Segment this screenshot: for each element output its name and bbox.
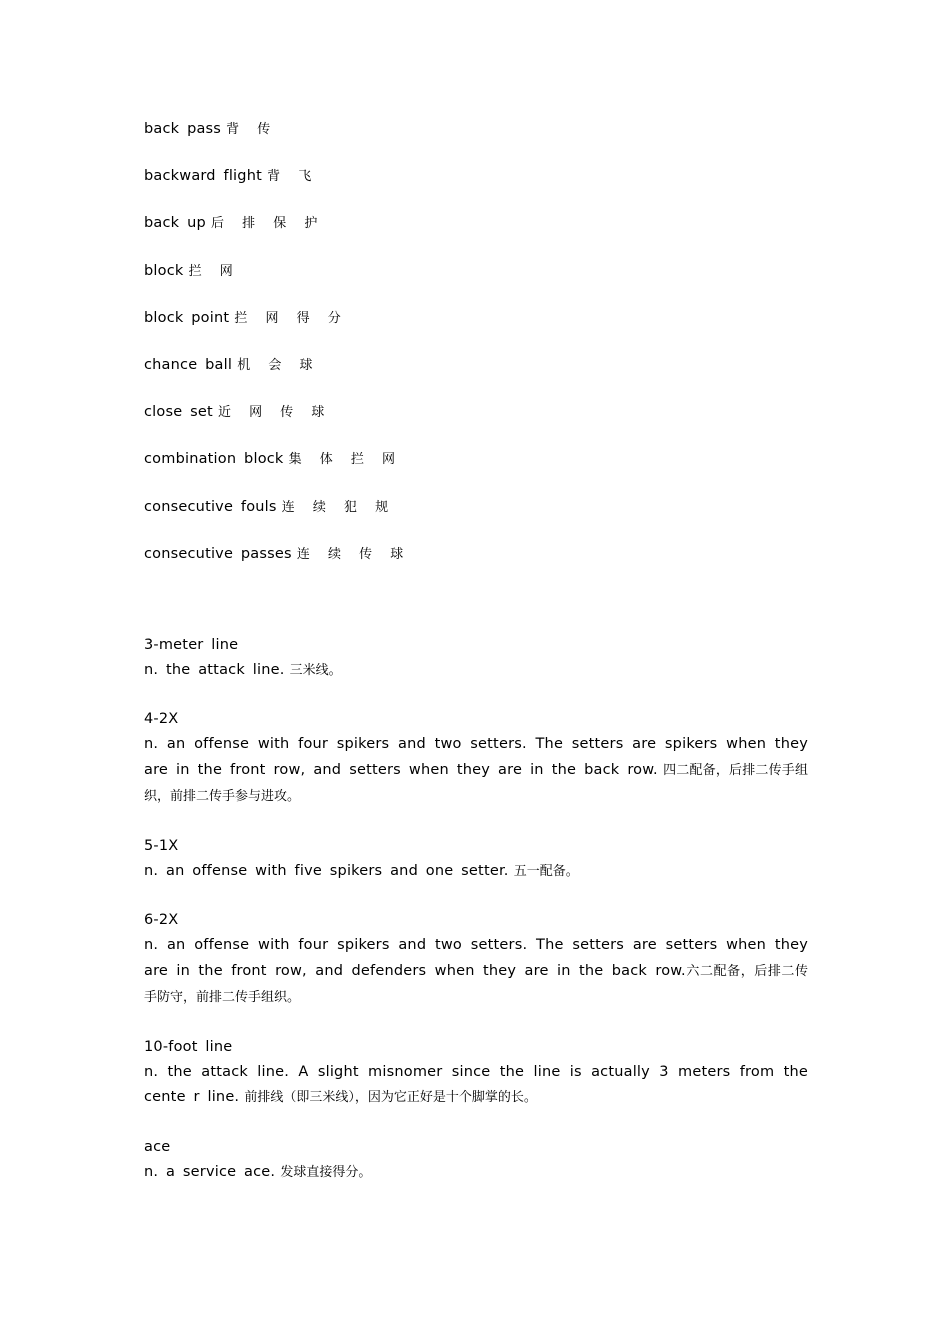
term-item bbox=[144, 258, 808, 305]
definition-english: n. an offense with four spikers and two setters. The setters are spikers when they are in the front row, and setters when they are in the back row. bbox=[144, 736, 808, 778]
glossary-definition bbox=[144, 932, 808, 1011]
term-item bbox=[144, 541, 808, 588]
term-english: backward flight bbox=[144, 168, 262, 185]
term-item bbox=[144, 305, 808, 352]
term-english: block point bbox=[144, 309, 230, 326]
document-page bbox=[144, 116, 808, 1209]
term-english: combination block bbox=[144, 451, 284, 468]
term-chinese: 拦 网 bbox=[188, 263, 240, 279]
glossary-term: 4-2X bbox=[144, 711, 179, 728]
term-item bbox=[144, 494, 808, 541]
definition-chinese: 三米线。 bbox=[289, 662, 342, 678]
glossary-entry bbox=[144, 1035, 808, 1111]
definition-chinese: 六二配备，后排二传手防守，前排二传手组织。 bbox=[144, 963, 808, 1006]
glossary-term: 5-1X bbox=[144, 837, 179, 854]
term-english: back pass bbox=[144, 121, 222, 137]
definition-chinese: 五一配备。 bbox=[513, 863, 579, 879]
term-chinese: 背 飞 bbox=[267, 169, 319, 185]
term-chinese: 连 续 传 球 bbox=[296, 546, 411, 562]
term-item bbox=[144, 210, 808, 257]
definition-english: n. the attack line. A slight misnomer since the line is actually 3 meters from the cente r line. bbox=[144, 1063, 808, 1106]
glossary-list bbox=[144, 633, 808, 1186]
glossary-entry bbox=[144, 834, 808, 885]
term-english: back up bbox=[144, 215, 206, 232]
term-english: close set bbox=[144, 404, 213, 421]
term-item bbox=[144, 399, 808, 446]
term-item bbox=[144, 116, 808, 163]
glossary-definition bbox=[144, 1159, 808, 1186]
glossary-term: 10-foot line bbox=[144, 1038, 233, 1055]
definition-english: n. an offense with five spikers and one setter. bbox=[144, 862, 509, 879]
term-chinese: 后 排 保 护 bbox=[210, 216, 325, 232]
glossary-entry bbox=[144, 908, 808, 1011]
glossary-definition bbox=[144, 731, 808, 810]
glossary-entry bbox=[144, 633, 808, 684]
term-chinese: 近 网 传 球 bbox=[218, 405, 332, 421]
term-chinese: 背 传 bbox=[226, 122, 278, 137]
glossary-term: 6-2X bbox=[144, 912, 179, 929]
glossary-term: ace bbox=[144, 1138, 171, 1155]
glossary-term: 3-meter line bbox=[144, 636, 239, 653]
term-english: consecutive fouls bbox=[144, 498, 277, 515]
definition-english: n. an offense with four spikers and two setters. The setters are setters when they are in the front row, and defenders when they are in the back row. bbox=[144, 937, 808, 979]
term-item bbox=[144, 446, 808, 493]
term-chinese: 连 续 犯 规 bbox=[281, 499, 396, 515]
term-english: block bbox=[144, 262, 184, 279]
term-list bbox=[144, 116, 808, 588]
term-english: consecutive passes bbox=[144, 545, 292, 562]
term-chinese: 拦 网 得 分 bbox=[234, 310, 348, 326]
glossary-definition bbox=[144, 858, 808, 885]
term-chinese: 集 体 拦 网 bbox=[288, 452, 403, 468]
glossary-entry bbox=[144, 707, 808, 810]
glossary-entry bbox=[144, 1135, 808, 1186]
definition-english: n. a service ace. bbox=[144, 1163, 276, 1180]
term-item bbox=[144, 352, 808, 399]
term-english: chance ball bbox=[144, 356, 233, 373]
section-spacer bbox=[144, 588, 808, 633]
glossary-definition bbox=[144, 657, 808, 684]
definition-chinese: 四二配备，后排二传手组织，前排二传手参与进攻。 bbox=[144, 762, 808, 805]
definition-chinese: 前排线（即三米线），因为它正好是十个脚掌的长。 bbox=[244, 1090, 537, 1106]
glossary-definition bbox=[144, 1059, 808, 1111]
definition-english: n. the attack line. bbox=[144, 661, 285, 678]
term-chinese: 机 会 球 bbox=[237, 357, 320, 373]
term-item bbox=[144, 163, 808, 210]
definition-chinese: 发球直接得分。 bbox=[280, 1164, 372, 1180]
